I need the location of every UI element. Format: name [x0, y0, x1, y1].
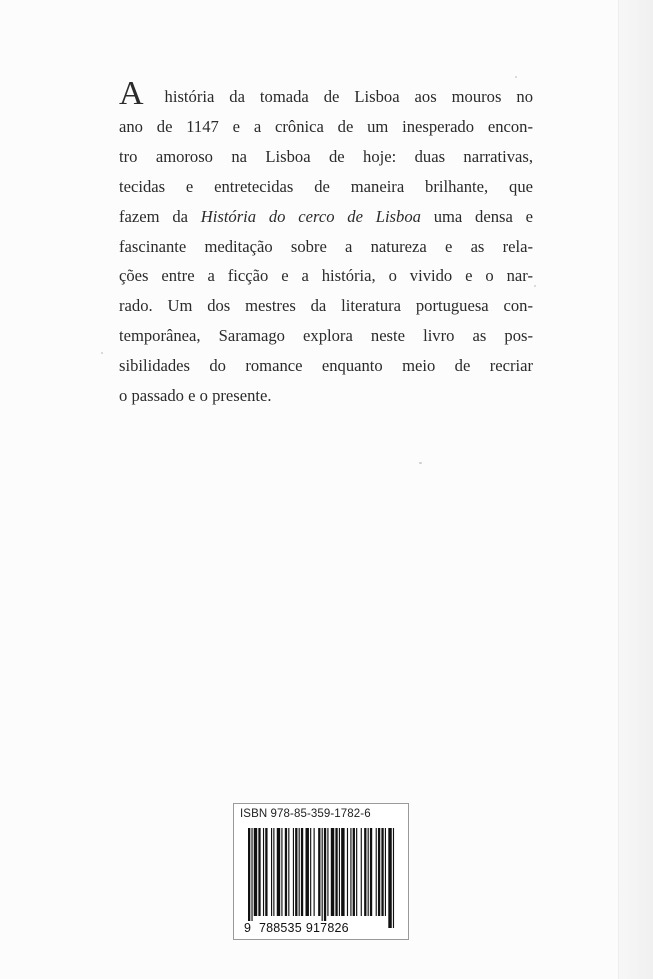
- barcode-bar: [350, 828, 351, 916]
- barcode-bar: [393, 828, 394, 928]
- barcode-bars: [240, 828, 404, 932]
- blurb-line: sibilidades do romance enquanto meio de recriar: [119, 356, 533, 376]
- barcode-bar: [271, 828, 272, 916]
- barcode-bar: [285, 828, 287, 916]
- paper-speck: [534, 285, 536, 287]
- barcode-digits: [244, 921, 351, 935]
- barcode-bar: [331, 828, 334, 916]
- paper-speck: [515, 76, 517, 78]
- barcode-bar: [263, 828, 264, 916]
- blurb-line: A história da tomada de Lisboa aos mouros no: [119, 75, 533, 112]
- barcode-bar: [339, 828, 340, 916]
- barcode-bar: [281, 828, 282, 916]
- barcode-bar: [361, 828, 362, 916]
- blurb-line: o passado e o presente.: [119, 386, 272, 406]
- barcode-bar: [376, 828, 377, 916]
- isbn-label: ISBN 978-85-359-1782-6: [240, 808, 371, 820]
- barcode-bar: [324, 828, 326, 928]
- barcode-bar: [306, 828, 309, 916]
- blurb-line: ano de 1147 e a crônica de um inesperado encon-: [119, 116, 533, 136]
- barcode-bar: [288, 828, 289, 916]
- blurb-line: fazem da História do cerco de Lisboa uma densa e: [119, 206, 533, 226]
- barcode-bar: [273, 828, 274, 916]
- barcode-bar: [353, 828, 355, 916]
- back-cover-blurb: [119, 75, 533, 411]
- barcode-bar: [265, 828, 267, 916]
- barcode-bar: [314, 828, 315, 916]
- barcode-bar: [347, 828, 348, 916]
- barcode-bar: [277, 828, 280, 916]
- barcode-bar: [370, 828, 372, 916]
- blurb-line: fascinante meditação sobre a natureza e as rela-: [119, 236, 533, 256]
- blurb-line: temporânea, Saramago explora neste livro as pos-: [119, 326, 533, 346]
- barcode-bar: [299, 828, 300, 916]
- paper-speck: [419, 462, 422, 464]
- barcode-bar: [388, 828, 391, 928]
- barcode-bar: [368, 828, 369, 916]
- drop-cap: A: [119, 75, 144, 112]
- barcode-bar: [335, 828, 337, 916]
- cover-edge: [618, 0, 653, 979]
- barcode-bar: [356, 828, 357, 916]
- barcode-bar: [341, 828, 344, 916]
- barcode-digit-group-left: 788535: [258, 921, 302, 935]
- barcode-bar: [293, 828, 294, 916]
- barcode-bar: [310, 828, 311, 916]
- barcode-bar: [251, 828, 252, 928]
- barcode-digit-lead: 9: [244, 921, 251, 935]
- barcode-bar: [248, 828, 250, 928]
- blurb-line: ções entre a ficção e a história, o vivido e o nar-: [119, 266, 533, 286]
- blurb-line: tro amoroso na Lisboa de hoje: duas narrativas,: [119, 146, 533, 166]
- barcode-bar: [254, 828, 257, 916]
- barcode-bar: [322, 828, 323, 928]
- book-title: História do cerco de Lisboa: [200, 206, 421, 226]
- blurb-line: rado. Um dos mestres da literatura portuguesa con-: [119, 296, 533, 316]
- barcode-bar: [301, 828, 303, 916]
- barcode-bar: [318, 828, 320, 916]
- barcode-bar: [364, 828, 366, 916]
- paper-speck: [101, 352, 103, 354]
- barcode-bar: [327, 828, 328, 916]
- barcode-digit-group-right: 917826: [305, 921, 349, 935]
- barcode-bar: [381, 828, 383, 916]
- blurb-line: tecidas e entretecidas de maneira brilhante, que: [119, 176, 533, 196]
- isbn-barcode: [233, 803, 409, 940]
- barcode-bar: [378, 828, 380, 916]
- barcode-bar: [295, 828, 297, 916]
- barcode-bar: [385, 828, 386, 916]
- barcode-graphic: [240, 828, 404, 932]
- barcode-bar: [258, 828, 260, 916]
